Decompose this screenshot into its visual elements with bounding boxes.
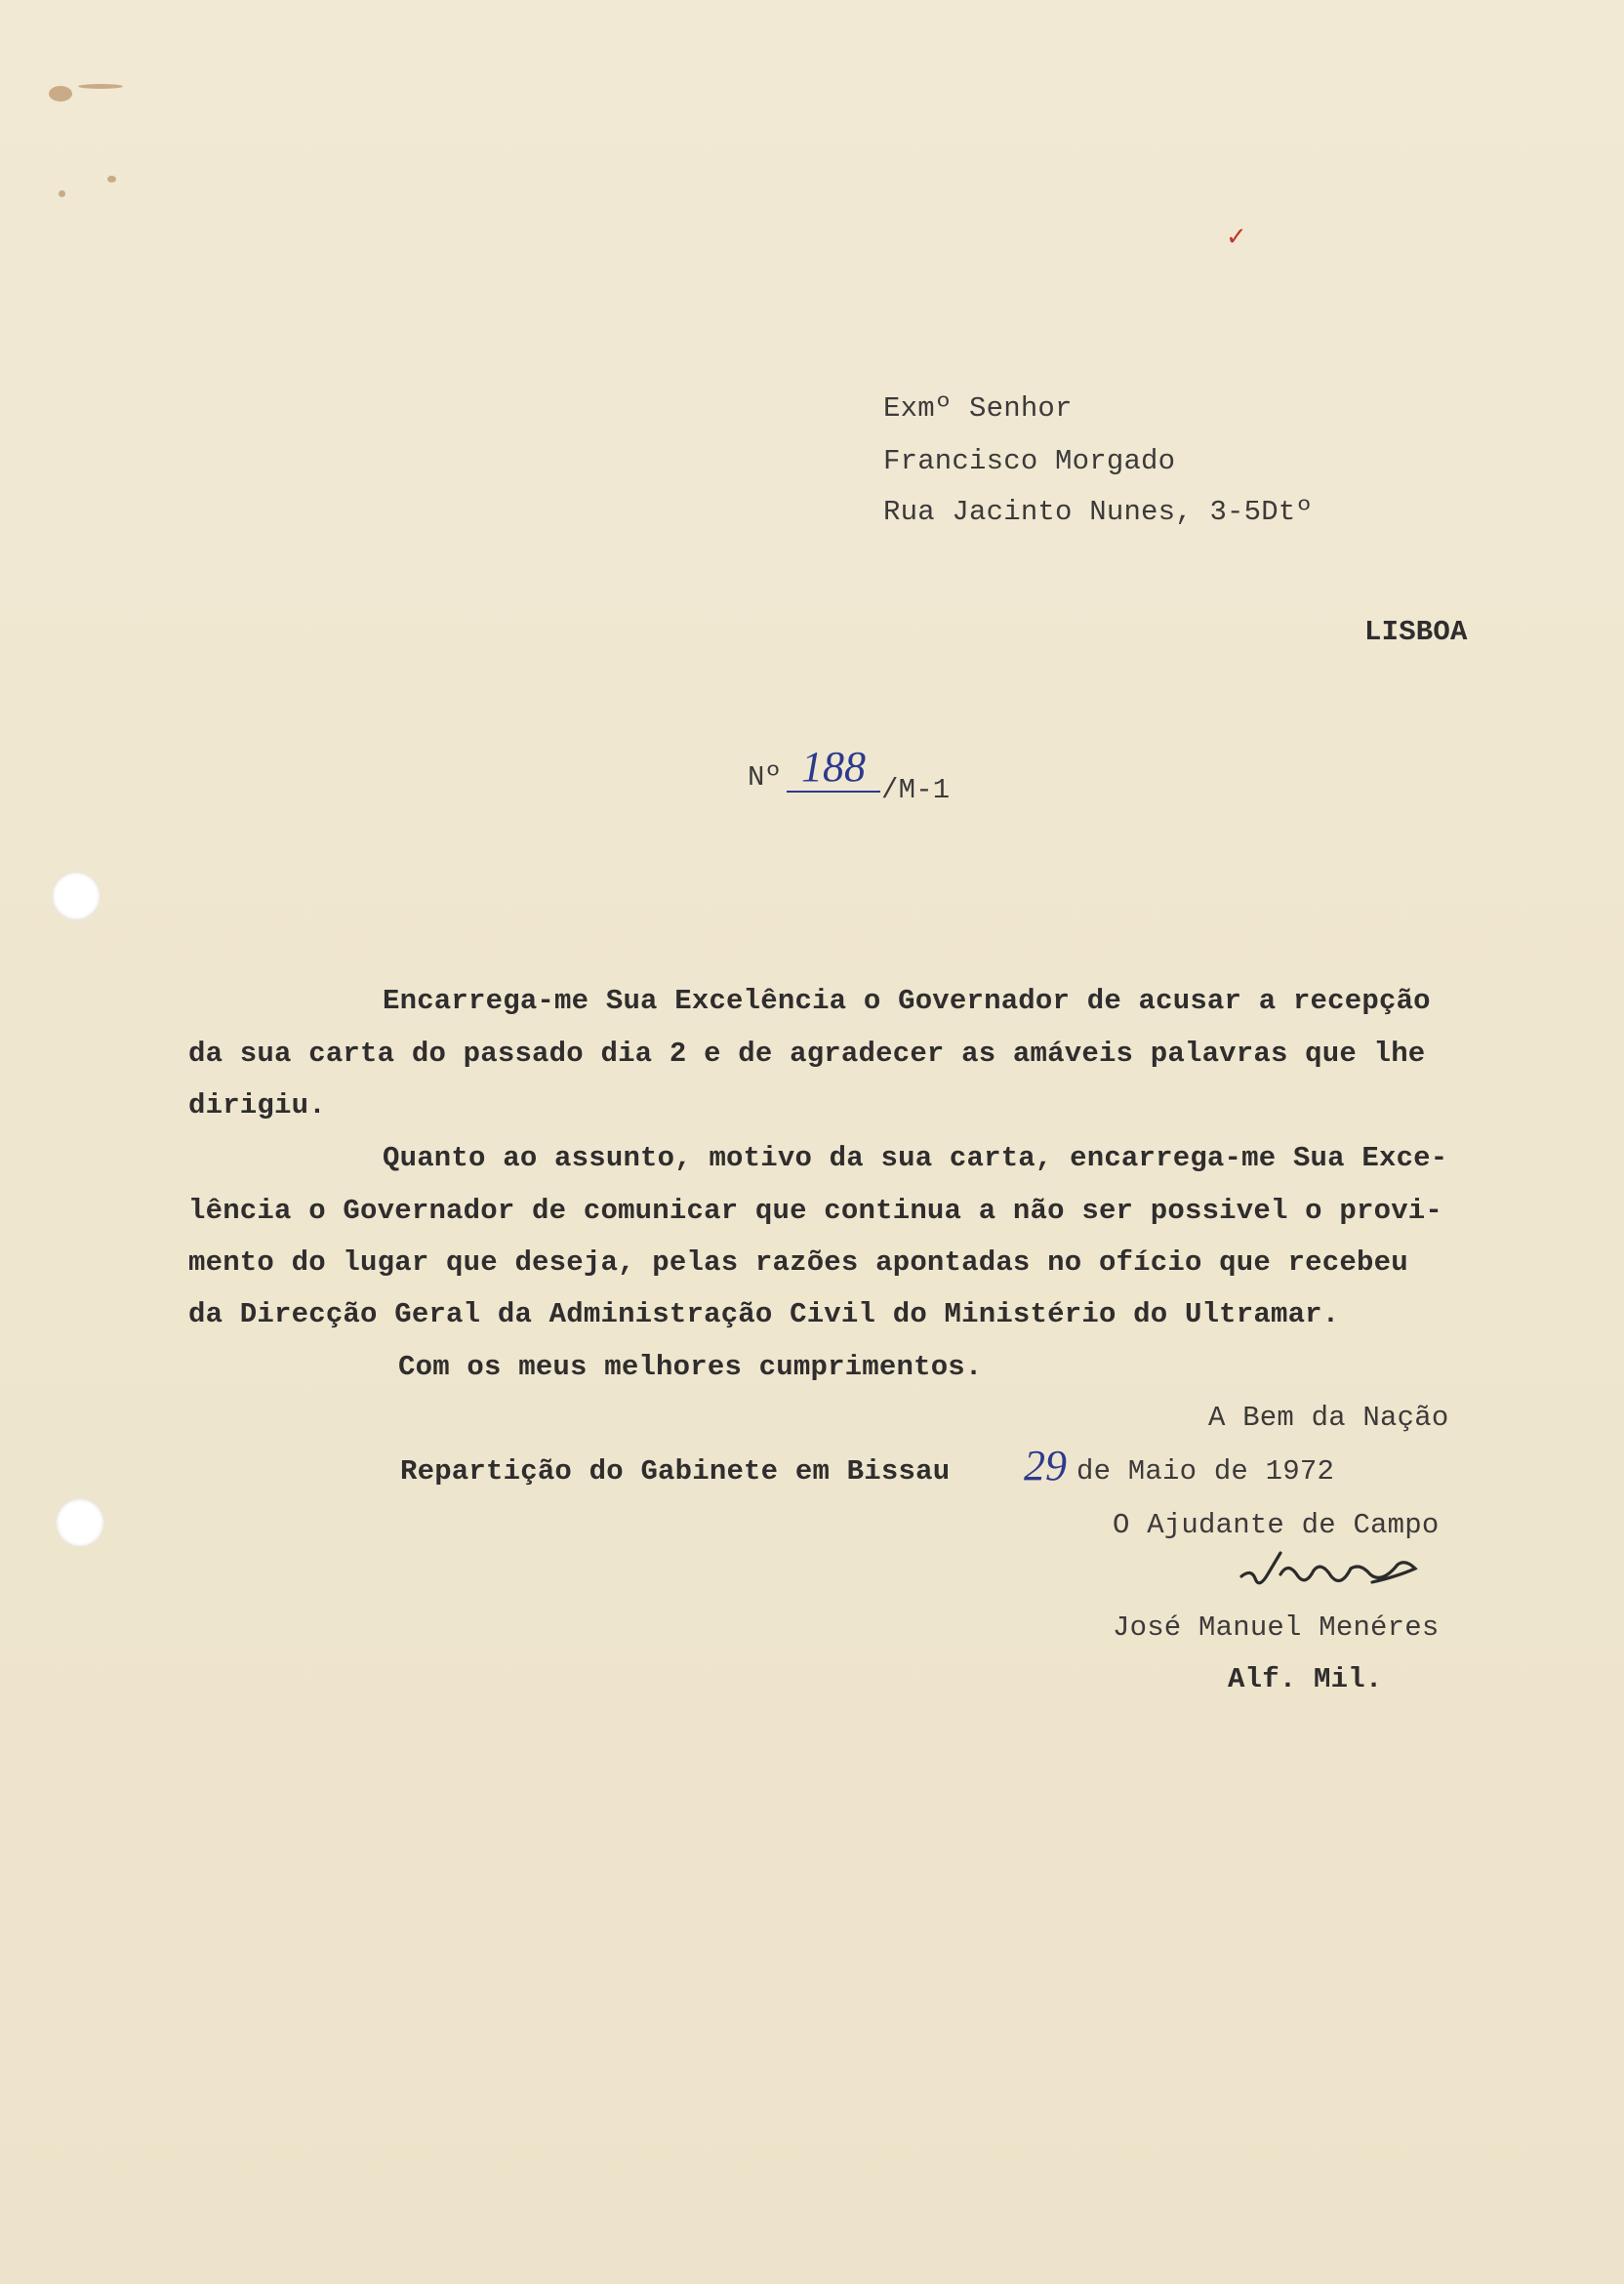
motto: A Bem da Nação [1208, 1402, 1449, 1434]
address-salutation: Exmº Senhor [883, 392, 1073, 425]
signer-role: O Ajudante de Campo [1113, 1509, 1440, 1541]
body-line: Quanto ao assunto, motivo da sua carta, encarrega-me Sua Exce- [383, 1142, 1448, 1174]
reference-suffix: /M-1 [881, 774, 951, 806]
rust-stain [49, 86, 72, 102]
address-city: LISBOA [1364, 616, 1468, 648]
body-line: Encarrega-me Sua Excelência o Governador de acusar a recepção [383, 985, 1431, 1017]
address-name: Francisco Morgado [883, 445, 1176, 477]
closing-line: Com os meus melhores cumprimentos. [398, 1351, 983, 1383]
reference-number: 188 [787, 744, 880, 793]
check-mark: ✓ [1226, 223, 1247, 251]
place-prefix: Repartição do Gabinete em Bissau [400, 1455, 951, 1488]
signer-rank: Alf. Mil. [1228, 1663, 1383, 1695]
date-suffix: de Maio de 1972 [1076, 1455, 1335, 1488]
date-day: 29 [1024, 1442, 1067, 1489]
body-line: da sua carta do passado dia 2 e de agradecer as amáveis palavras que lhe [188, 1038, 1426, 1070]
signer-name: José Manuel Menéres [1113, 1611, 1440, 1644]
punch-hole-bottom [56, 1498, 104, 1547]
punch-hole-top [52, 872, 101, 920]
body-line: da Direcção Geral da Administração Civil do Ministério do Ultramar. [188, 1298, 1340, 1330]
reference-prefix: Nº [748, 761, 782, 794]
rust-stain [59, 190, 65, 197]
body-line: lência o Governador de comunicar que continua a não ser possivel o provi- [188, 1195, 1443, 1227]
signature-scribble [1226, 1547, 1421, 1606]
rust-stain [107, 176, 116, 183]
address-street: Rua Jacinto Nunes, 3-5Dtº [883, 496, 1314, 528]
body-line: mento do lugar que deseja, pelas razões apontadas no ofício que recebeu [188, 1246, 1408, 1279]
body-line: dirigiu. [188, 1089, 326, 1122]
rust-stain [78, 84, 123, 89]
